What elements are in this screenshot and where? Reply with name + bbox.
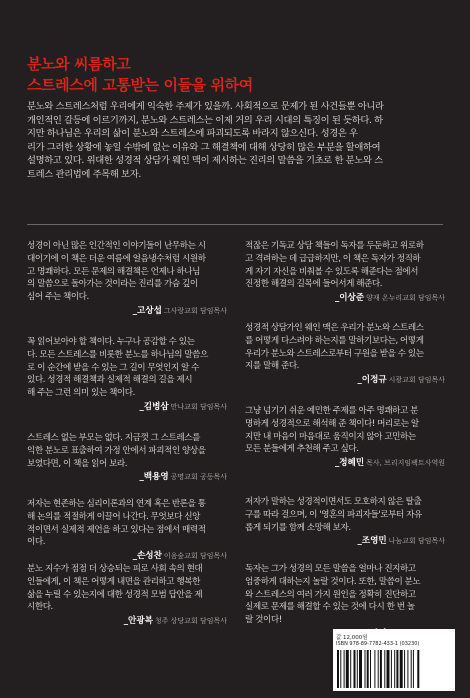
endorser-name: _손성찬 [132, 551, 162, 562]
endorsement-line: 있다. 성경적 해결책과 실제적 해결의 길을 제시 [27, 375, 193, 386]
endorser-affiliation: 공명교회 공동목사 [170, 473, 227, 482]
intro-line: 설명하고 있다. 위대한 성경적 상담가 웨인 맥이 제시하는 진리의 말씀을 기초로 한 분노와 스 [27, 155, 383, 166]
endorsement-line: 대이기에 이 책은 더운 여름에 얼음냉수처럼 시원하 [27, 253, 206, 264]
endorser-name: _안광복 [123, 616, 153, 627]
endorsement-line: 구를 따라 걸으며, 이 '영혼의 파괴자들'로부터 자유 [245, 509, 422, 520]
headline-line-1: 분노와 씨름하고 [27, 55, 131, 73]
endorser-signature [27, 615, 227, 627]
endorsement-line: 다. 모든 스트레스를 비롯한 분노를 하나님의 말씀으 [27, 349, 208, 360]
price-label: 값 12,000원 [336, 635, 368, 641]
endorsement-line: 적잖은 기독교 상담 책들이 독자를 두둔하고 위로하 [245, 241, 424, 251]
endorser-affiliation: 만나교회 담임목사 [170, 402, 227, 411]
endorser-signature [27, 305, 227, 317]
endorsement-text [245, 240, 445, 291]
endorser-affiliation: 그사랑교회 담임목사 [163, 306, 227, 315]
endorsement-text [27, 432, 227, 470]
endorsement-line: 저자는 현존하는 심리이론과의 연계 혹은 반론을 통 [27, 499, 206, 509]
back-cover-headline [27, 54, 447, 96]
section-divider [27, 224, 443, 225]
endorser-affiliation: 시광교회 담임목사 [388, 376, 445, 385]
endorsement-text [27, 563, 227, 614]
endorsement-line: 이다. [27, 537, 45, 548]
endorsement-line: 시한다. [27, 602, 53, 613]
endorser-name: _이정규 [357, 375, 387, 386]
endorsement-line: 우리가 분노와 스트레스로부터 구원을 받을 수 있는 [245, 348, 424, 359]
endorsement-line: 스트레스 없는 부모는 없다. 지금껏 그 스트레스를 [27, 433, 201, 443]
barcode-icon [337, 650, 451, 688]
endorsement-line: 분노 지수가 점점 더 상승되는 피로 사회 속의 현대 [27, 564, 203, 574]
endorsement-line: 롭게 되기를 함께 소망해 보자. [245, 522, 351, 533]
endorsement-line: 모든 분들에게 추천해 주고 싶다. [245, 444, 359, 455]
headline-line-2: 스트레스에 고통받는 이들을 위하여 [27, 76, 253, 94]
endorser-name: _이상준 [334, 293, 365, 304]
intro-paragraph [27, 100, 441, 181]
endorsement-text [27, 498, 227, 549]
endorsement [245, 322, 445, 386]
endorser-affiliation: 이음숲교회 담임목사 [163, 552, 227, 561]
endorser-affiliation: 목사, 브리지임팩트사역원 [366, 459, 445, 468]
endorsement-line: 명하게 성경적으로 해석해 준 책이다! 머리로는 알 [245, 418, 419, 429]
endorser-signature [27, 401, 227, 413]
endorsement [27, 563, 227, 627]
endorser-name: _백용영 [139, 472, 169, 483]
endorsement [27, 336, 227, 413]
endorsement-line: 엄중하게 대하는지 놀랄 것이다. 또한, 말씀이 분노 [245, 576, 421, 587]
endorser-signature [245, 457, 445, 469]
endorser-name: _김병삼 [139, 401, 169, 412]
endorsement-line: 랄 것이다! [245, 615, 282, 626]
endorsement-text [245, 322, 445, 373]
endorsement-line: 익한 분노로 표출하여 가정 안에서 파괴적인 양상을 [27, 445, 206, 456]
endorsement [245, 496, 445, 547]
endorsement-line: 해 주는 그런 의미 있는 책이다. [27, 388, 135, 399]
endorsement-line: 의 말씀으로 돌아가는 것이라는 진리를 가슴 깊이 [27, 279, 198, 290]
intro-line: 리가 그러한 상황에 놓일 수밖에 없는 이유와 그 해결책에 대해 상당히 많은 부분을 할애하여 [27, 141, 381, 153]
endorsement-line: 실제로 문제를 해결할 수 있는 것에 다시 한 번 놀 [245, 602, 415, 613]
endorser-name: _고상섭 [132, 305, 162, 316]
intro-line: 지만 하나님은 우리의 삶이 분노와 스트레스에 파괴되도록 바라지 않으신다. 성경은 우 [27, 128, 358, 139]
endorser-affiliation: 양재 온누리교회 담임목사 [366, 294, 445, 303]
endorsement-line: 성경이 아닌 많은 인간적인 이야기들이 난무하는 시 [27, 241, 206, 251]
endorser-name: _정혜민 [334, 458, 365, 469]
isbn-number: ISBN 978-89-7782-433-1 (03230) [336, 641, 420, 647]
endorsement-line: 게 자기 자신을 비춰볼 수 있도록 해준다는 점에서 [245, 266, 419, 277]
endorsement-line: 꼭 읽어보아야 할 책이다. 누구나 공감할 수 있는 [27, 337, 195, 347]
endorsement-line: 로 이 순간에 받을 수 있는 그 길이 무엇인지 알 수 [27, 362, 199, 373]
endorsement-line: 삶을 누릴 수 있는지에 대한 성경적 모범 답안을 제 [27, 589, 203, 600]
intro-line: 개인적인 갈등에 이르기까지, 분노와 스트레스는 이제 거의 우리 시대의 특징이 된 듯하다. 하 [27, 114, 383, 126]
intro-line: 트레스 관리법에 주목해 보자. [27, 168, 141, 180]
endorsement [245, 405, 445, 469]
endorsement-text [245, 563, 445, 627]
endorser-name: _조영민 [357, 536, 387, 547]
barcode-panel [333, 629, 455, 691]
endorsement-line: 심어 주는 책이다. [27, 292, 89, 303]
endorsement-text [27, 240, 227, 304]
endorsement [27, 432, 227, 483]
endorsement-line: 해 논의를 적절하게 이끌어 나간다. 무엇보다 신앙 [27, 511, 201, 522]
endorsement-line: 를 어떻게 다스려야 하는지를 말하기보다는, 어떻게 [245, 335, 424, 346]
endorsement-line: 인들에게, 이 책은 어떻게 내면을 관리하고 행복한 [27, 576, 201, 587]
endorsement-line: 저자가 말하는 성경적이면서도 모호하지 않은 탈출 [245, 497, 422, 507]
endorsement-line: 와 스트레스의 여러 가지 원인을 정확히 진단하고 [245, 589, 416, 600]
intro-line: 분노와 스트레스처럼 우리에게 익숙한 주제가 있을까. 사회적으로 문제가 된 사건들뿐 아니라 [27, 101, 384, 112]
endorsement [27, 498, 227, 562]
endorsement-text [245, 496, 445, 534]
endorsement-line: 보였다면, 이 책을 읽어 보라. [27, 458, 128, 469]
endorsement-line: 고 명쾌하다. 모든 문제의 해결책은 언제나 하나님 [27, 266, 201, 277]
endorsement [27, 240, 227, 317]
endorsement-text [245, 405, 445, 456]
endorsement-line: 독자는 그가 성경의 모든 말씀을 얼마나 진지하고 [245, 564, 416, 574]
endorsement-line: 고 격려하는 데 급급하지만, 이 책은 독자가 정직하 [245, 253, 421, 264]
endorsement-line: 적이면서 실제적 제언을 하고 있다는 점에서 매력적 [27, 524, 206, 535]
endorsement [245, 240, 445, 304]
endorsement-line: 그냥 넘기기 쉬운 예민한 주제를 아주 명쾌하고 분 [245, 406, 419, 416]
endorser-signature [245, 535, 445, 547]
endorser-signature [245, 374, 445, 386]
endorser-signature [245, 292, 445, 304]
endorsement-line: 지를 말해 준다. [245, 361, 299, 372]
endorser-affiliation: 나눔교회 담임목사 [388, 537, 445, 546]
endorsement-line: 지만 내 마음이 마음대로 움직이지 않아 고민하는 [245, 431, 416, 442]
endorser-signature [27, 471, 227, 483]
endorser-affiliation: 청주 상당교회 담임목사 [154, 617, 227, 626]
endorsement-line: 성경적 상담가인 웨인 맥은 우리가 분노와 스트레스 [245, 323, 424, 333]
endorsement-text [27, 336, 227, 400]
endorsement-line: 진정한 해결의 길목에 들어서게 해준다. [245, 279, 383, 290]
endorser-signature [27, 550, 227, 562]
